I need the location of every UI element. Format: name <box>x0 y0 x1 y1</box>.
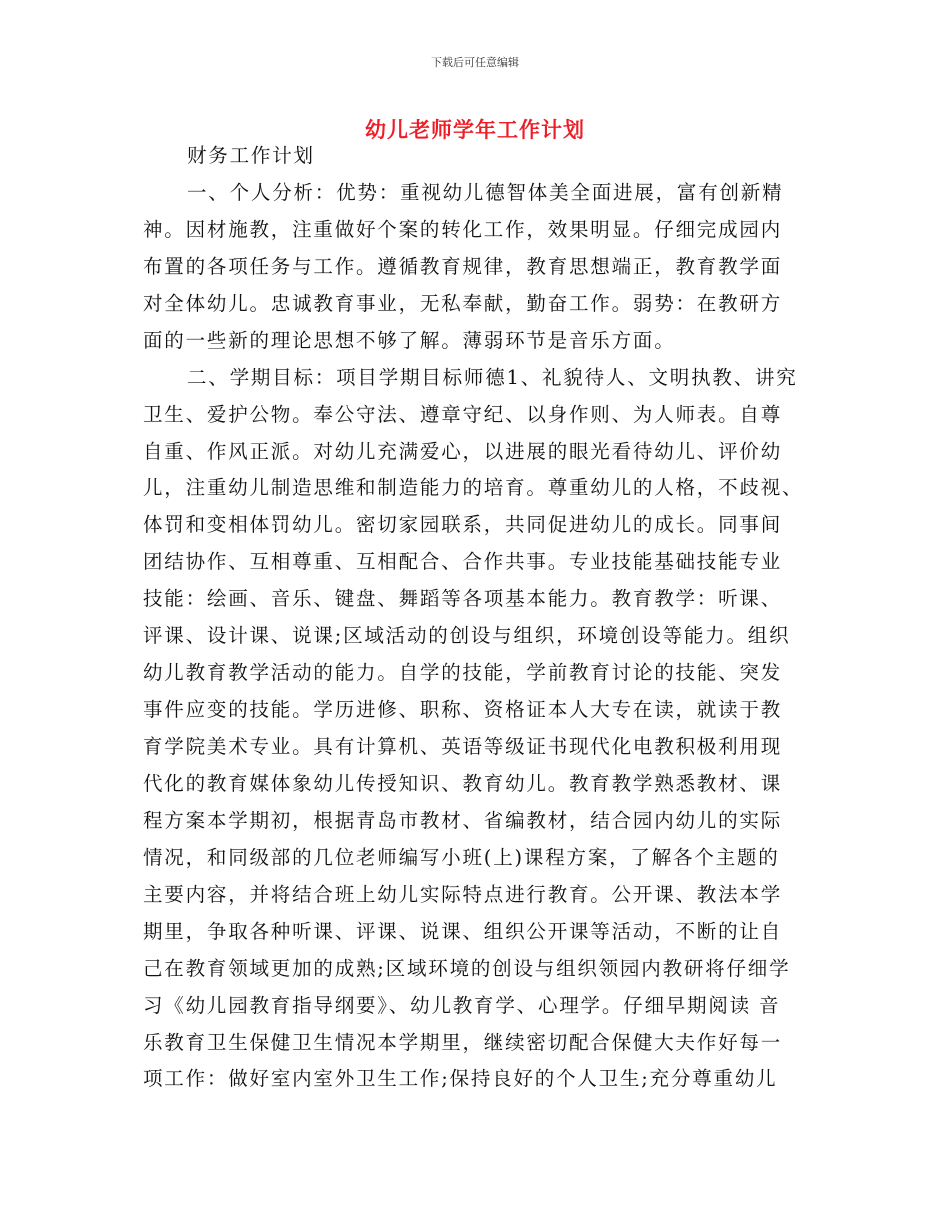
paragraph-line: 儿，注重幼儿制造思维和制造能力的培育。尊重幼儿的人格，不歧视、 <box>143 476 804 500</box>
paragraph-line: 自重、作风正派。对幼儿充满爱心，以进展的眼光看待幼儿、评价幼 <box>143 439 783 463</box>
paragraph-line: 期里，争取各种听课、评课、说课、组织公开课等活动，不断的让自 <box>143 919 783 943</box>
paragraph-line: 事件应变的技能。学历进修、职称、资格证本人大专在读，就读于教 <box>143 698 783 722</box>
paragraph-line: 幼儿教育教学活动的能力。自学的技能，学前教育讨论的技能、突发 <box>143 661 783 685</box>
paragraph-line: 卫生、爱护公物。奉公守法、遵章守纪、以身作则、为人师表。自尊 <box>143 402 783 426</box>
paragraph-line: 技能：绘画、音乐、键盘、舞蹈等各项基本能力。教育教学：听课、 <box>143 587 783 611</box>
paragraph-line: 面的一些新的理论思想不够了解。薄弱环节是音乐方面。 <box>143 328 676 352</box>
paragraph-line: 育学院美术专业。具有计算机、英语等级证书现代化电教积极利用现 <box>143 735 783 758</box>
paragraph-line: 对全体幼儿。忠诚教育事业，无私奉献，勤奋工作。弱势：在教研方 <box>143 291 783 315</box>
paragraph-line: 项工作：做好室内室外卫生工作;保持良好的个人卫生;充分尊重幼儿 <box>143 1067 778 1091</box>
paragraph-line: 代化的教育媒体象幼儿传授知识、教育幼儿。教育教学熟悉教材、课 <box>143 771 783 795</box>
paragraph-line: 布置的各项任务与工作。遵循教育规律，教育思想端正，教育教学面 <box>143 254 783 278</box>
paragraph-line: 乐教育卫生保健卫生情况本学期里，继续密切配合保健大夫作好每一 <box>143 1030 783 1054</box>
document-title: 幼儿老师学年工作计划 <box>365 118 585 142</box>
paragraph-line: 主要内容，并将结合班上幼儿实际特点进行教育。公开课、教法本学 <box>143 882 783 906</box>
document-body <box>143 138 823 1098</box>
paragraph-line: 团结协作、互相尊重、互相配合、合作共事。专业技能基础技能专业 <box>143 550 783 574</box>
paragraph-line: 体罚和变相体罚幼儿。密切家园联系，共同促进幼儿的成长。同事间 <box>143 513 783 537</box>
paragraph-line: 己在教育领域更加的成熟;区域环境的创设与组织领园内教研将仔细学 <box>143 956 791 980</box>
page-header-note: 下载后可任意编辑 <box>431 56 519 69</box>
paragraph-line: 习《幼儿园教育指导纲要》、幼儿教育学、心理学。仔细早期阅读 音 <box>143 993 781 1017</box>
paragraph-line: 一、个人分析：优势：重视幼儿德智体美全面进展，富有创新精 <box>187 180 784 204</box>
paragraph-line: 程方案本学期初，根据青岛市教材、省编教材，结合园内幼儿的实际 <box>143 808 783 832</box>
paragraph-line: 情况，和同级部的几位老师编写小班(上)课程方案，了解各个主题的 <box>143 845 780 869</box>
section-heading: 财务工作计划 <box>187 144 315 167</box>
paragraph-line: 评课、设计课、说课;区域活动的创设与组织，环境创设等能力。组织 <box>143 624 791 648</box>
paragraph-line: 神。因材施教，注重做好个案的转化工作，效果明显。仔细完成园内 <box>143 217 783 241</box>
paragraph-line: 二、学期目标：项目学期目标师德1、礼貌待人、文明执教、讲究 <box>187 365 798 389</box>
